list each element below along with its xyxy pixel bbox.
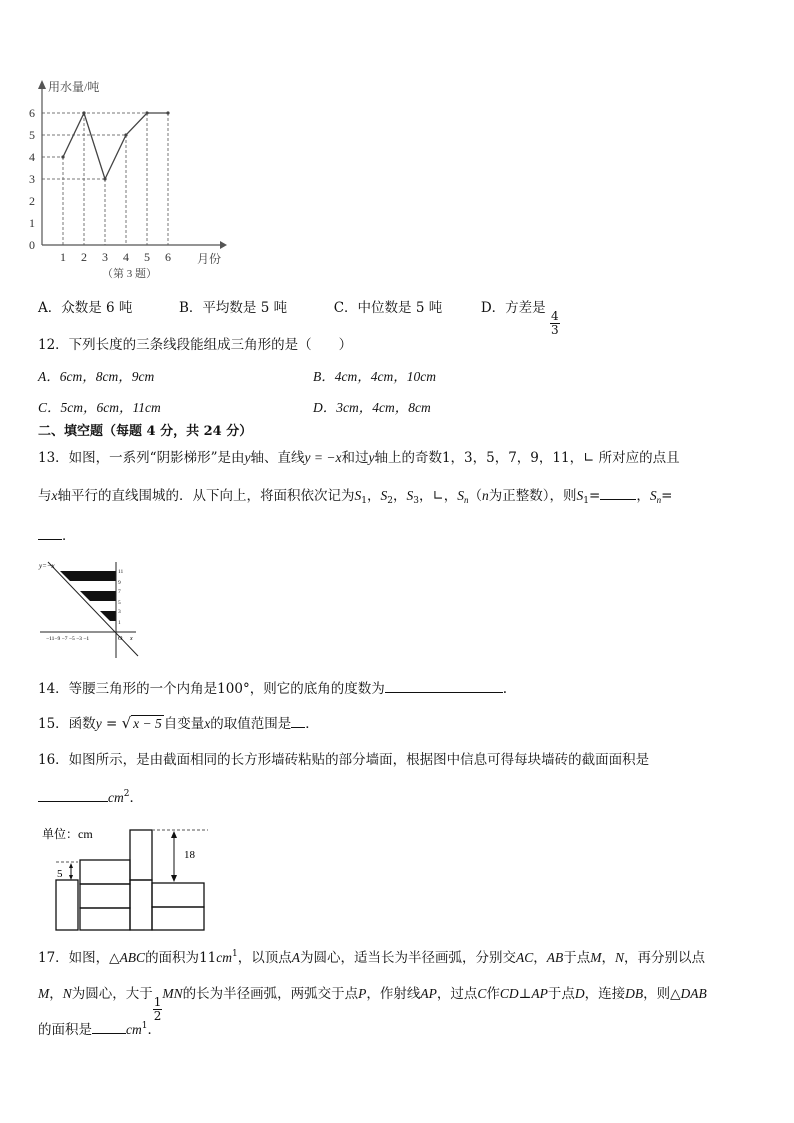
x-tick-label: 1 <box>60 250 66 264</box>
chart-axes <box>38 80 227 249</box>
x-tick-label: 6 <box>165 250 171 264</box>
y-tick-label: 6 <box>29 106 35 120</box>
q16-answer-line: $cm^2$． <box>38 786 143 806</box>
y-tick-label: 5 <box>29 128 35 142</box>
q12-option-b: B．4cm，4cm，10cm <box>313 369 436 384</box>
q16-wall-tiles-figure <box>38 822 218 934</box>
y-tick-label: 4 <box>29 150 35 164</box>
q12-option-d: D．3cm，4cm，8cm <box>313 400 431 415</box>
data-point <box>145 111 148 114</box>
x-tick-label: 5 <box>144 250 150 264</box>
x-tick-label: 2 <box>81 250 87 264</box>
q12-stem: 12．下列长度的三条线段能组成三角形的是（ ） <box>38 337 353 353</box>
q17-line-1: 17．如图，△ABC的面积为$11cm^1$，以顶点A为圆心，适当长为半径画弧，分别交AC，AB于点M，N，再分别以点 <box>38 949 706 966</box>
q13-line-1: 13．如图，一系列“阴影梯形”是由y轴、直线y = −x和过y轴上的奇数1，3，5，7，9，11，∟ 所对应的点且 <box>38 450 680 466</box>
q11-option-c: C．中位数是 5 吨 <box>333 300 443 316</box>
q11-option-b: B．平均数是 5 吨 <box>179 300 288 316</box>
x-tick-label: 3 <box>102 250 108 264</box>
q13-fig-xticks: −11−9 −7 −5 −3 −1 <box>46 636 90 642</box>
q13-line-2: 与x轴平行的直线围城的．从下向上，将面积依次记为$S_1$，$S_2$，$S_3$，∟，$S_n(n$为正整数），则$S_1=$ ，$S_n=$ <box>38 488 673 506</box>
q13-fig-yticks <box>118 569 124 626</box>
chart-caption: （第 3 题） <box>102 268 157 280</box>
data-point <box>61 155 64 158</box>
q11-fraction: $\frac{4}{3}$ <box>550 309 559 337</box>
x-tick-label: 4 <box>123 250 129 264</box>
q11-option-d: D．方差是 <box>480 300 546 316</box>
q13-answer-blank-2[interactable] <box>38 527 62 540</box>
svg-text:1: 1 <box>118 620 121 626</box>
data-point <box>82 111 85 114</box>
q16-stem: 16．如图所示，是由截面相同的长方形墙砖粘贴的部分墙面，根据图中信息可得每块墙砖的截面面积是 <box>38 752 650 768</box>
y-tick-label: 0 <box>29 238 35 252</box>
q16-fig-label-18: 18 <box>184 849 195 861</box>
x-tick-labels <box>60 250 171 264</box>
data-point <box>166 111 169 114</box>
q16-answer-blank[interactable] <box>38 789 108 802</box>
q15: 15．函数y = √ x − 5 自变量x的取值范围是 ． <box>38 714 319 732</box>
q13-answer-blank-1[interactable] <box>600 487 636 500</box>
water-usage-chart <box>30 75 230 285</box>
q12-option-c: C．5cm，6cm，11cm <box>38 400 161 415</box>
q13-fig-line-label: y=−x <box>39 562 55 570</box>
q15-answer-blank[interactable] <box>291 715 305 728</box>
q14-answer-blank[interactable] <box>385 680 503 693</box>
q16-fig-label-5: 5 <box>57 868 63 880</box>
y-tick-label: 2 <box>29 194 35 208</box>
svg-text:3: 3 <box>118 609 121 615</box>
series-path <box>63 113 168 179</box>
q16-fig-unit: 单位：cm <box>42 827 93 841</box>
y-tick-label: 3 <box>29 172 35 186</box>
q13-fig-xlabel: x <box>130 636 133 642</box>
svg-text:9: 9 <box>118 580 121 586</box>
q17-answer-blank[interactable] <box>92 1021 126 1034</box>
section-title: 二、填空题（每题 4 分，共 24 分） <box>38 424 253 439</box>
svg-text:11: 11 <box>118 569 124 575</box>
y-tick-labels <box>29 106 35 252</box>
y-tick-label: 1 <box>29 216 35 230</box>
q13-line-3: ． <box>38 524 76 544</box>
q17-half-fraction: $\frac{1}{2}$ <box>153 995 162 1023</box>
q11-options <box>38 296 560 337</box>
svg-text:7: 7 <box>118 589 121 595</box>
data-point <box>124 133 127 136</box>
q17-line-2: M，N为圆心，大于 $\frac{1}{2}$ MN的长为半径画弧，两弧交于点P，作射线AP，过点C作CD⊥AP于点D，连接DB，则△DAB <box>38 986 707 1023</box>
q13-fig-origin: O <box>118 636 123 642</box>
data-point <box>103 177 106 180</box>
x-axis-label: 月份 <box>197 252 222 266</box>
q14: 14．等腰三角形的一个内角是100°，则它的底角的度数为 . <box>38 681 507 697</box>
svg-text:5: 5 <box>118 600 121 606</box>
y-axis-label: 用水量/吨 <box>48 80 100 94</box>
q11-option-a: A．众数是 6 吨 <box>38 300 133 316</box>
q12-option-a: A．6cm，8cm，9cm <box>38 369 155 384</box>
series-line <box>61 111 169 180</box>
q17-line-3: 的面积是 $cm^1$． <box>38 1021 161 1038</box>
q13-trapezoid-figure <box>38 560 143 660</box>
